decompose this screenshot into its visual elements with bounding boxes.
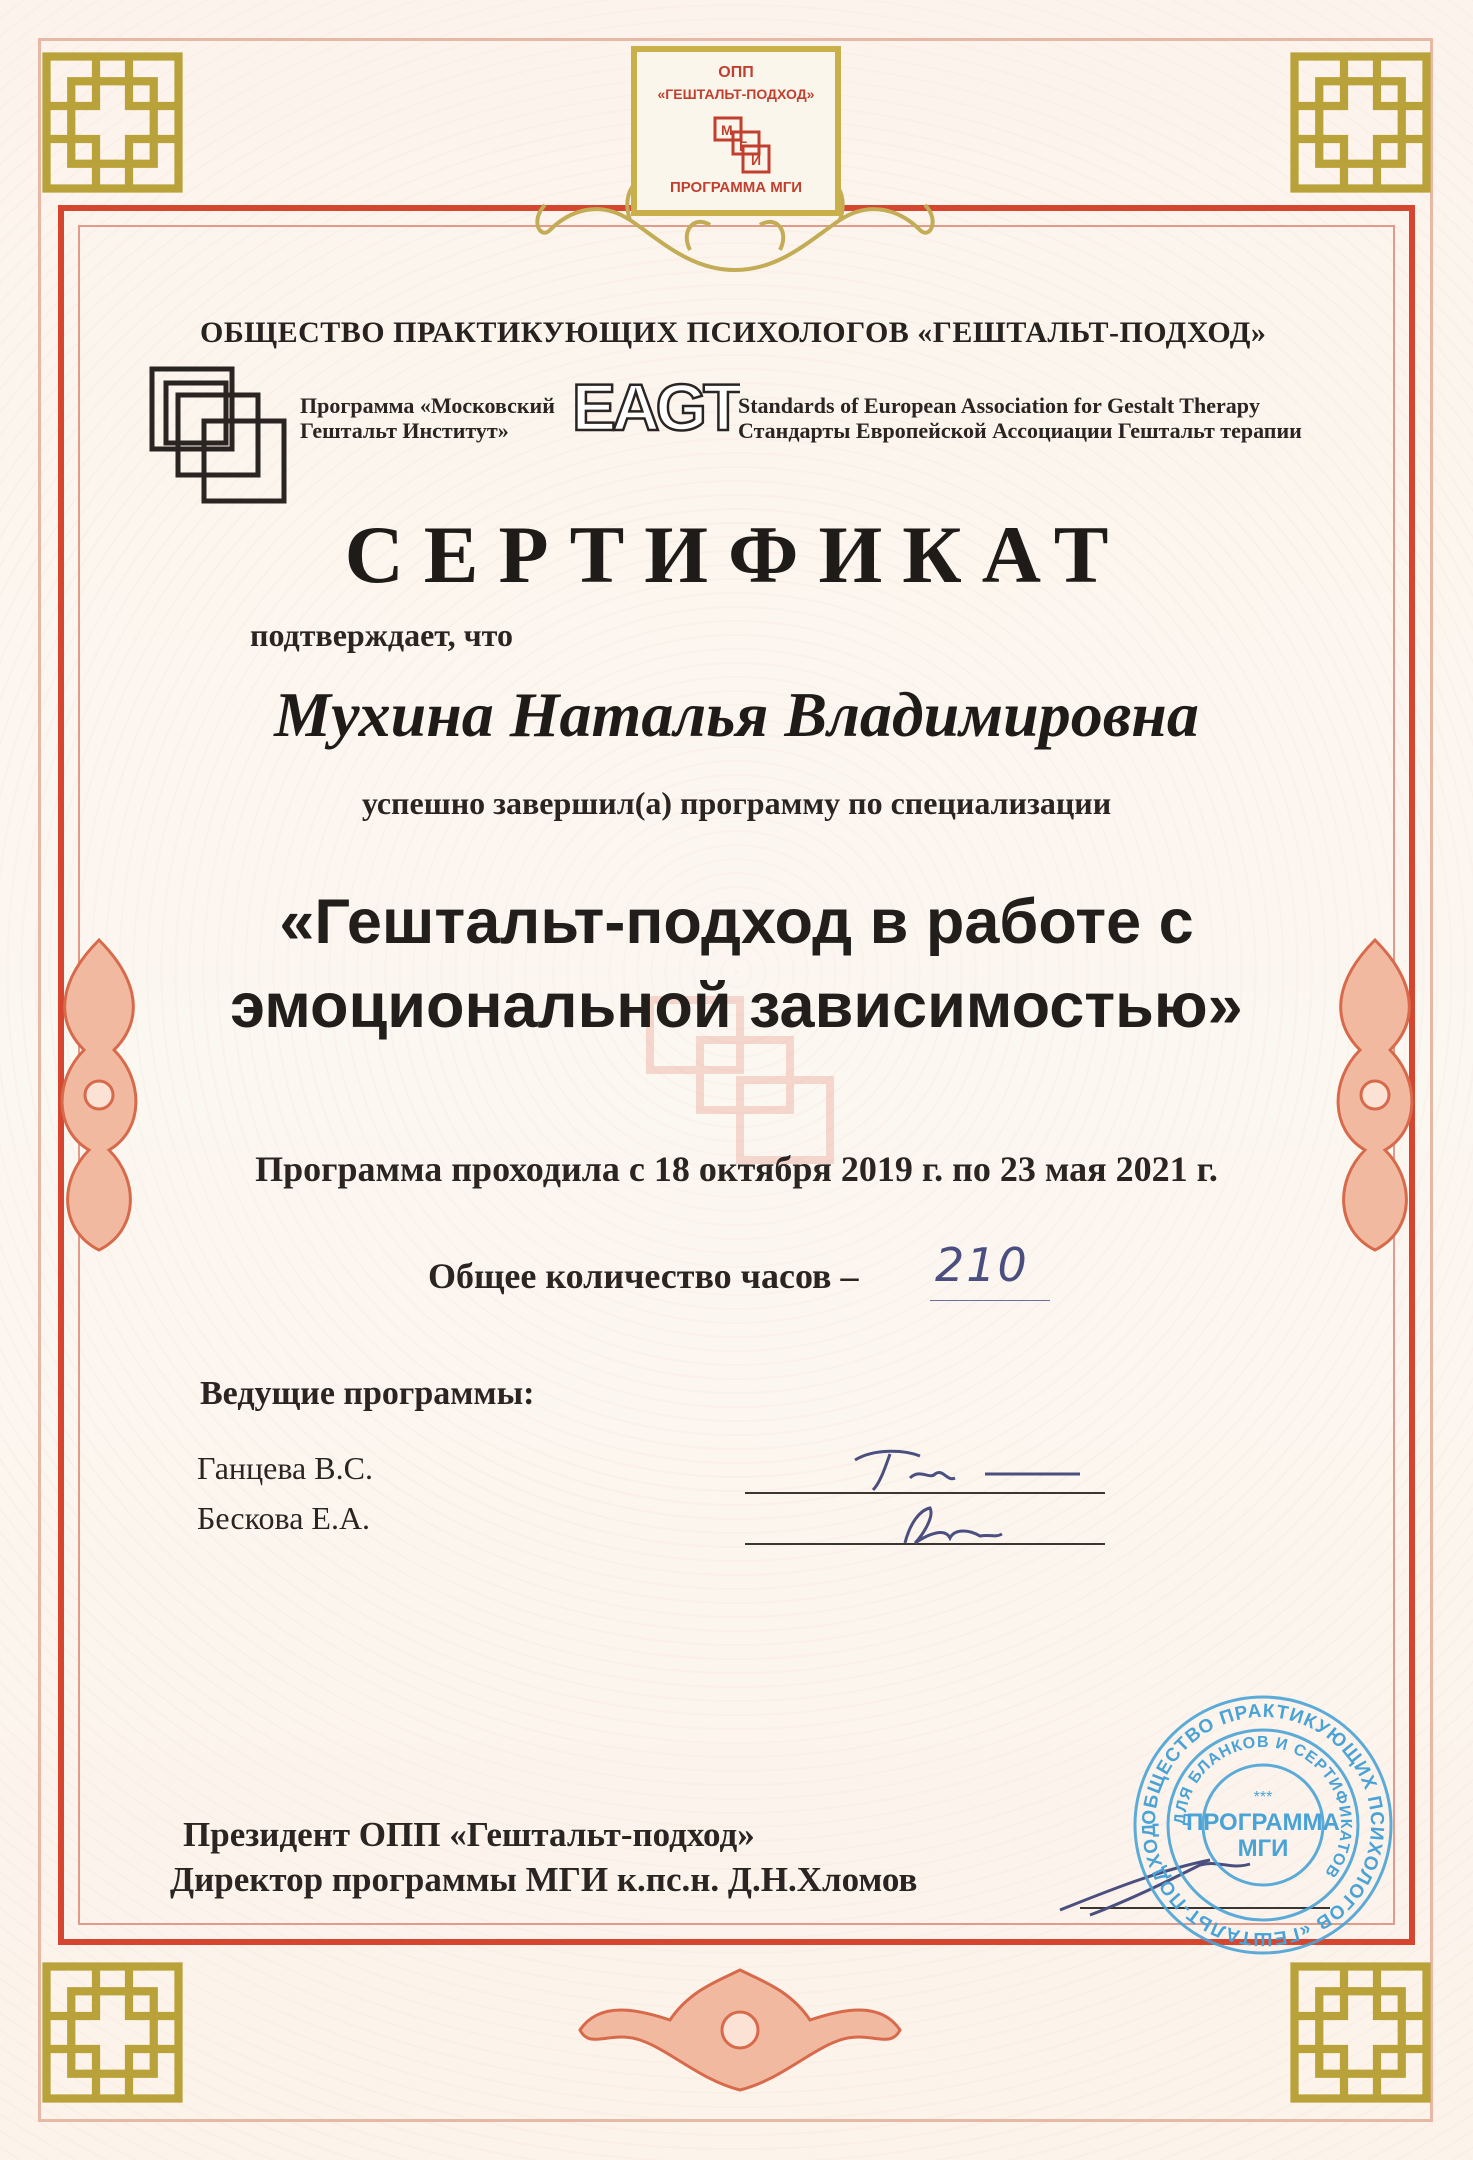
stamp-ring-text: ОБЩЕСТВО ПРАКТИКУЮЩИХ ПСИХОЛОГОВ «ГЕШТАЛЬТ-ПОДХОД (1138, 1700, 1388, 1950)
eagt-logo (570, 372, 740, 440)
badge-letter: И (751, 152, 762, 168)
corner-knot-ornament (30, 1950, 195, 2115)
eagt-standards-ru: Стандарты Европейской Ассоциации Гештальт терапии (738, 418, 1302, 443)
program-title (100, 880, 1373, 1048)
president-title: Президент ОПП «Гештальт-подход» (183, 1815, 755, 1854)
leaders-heading: Ведущие программы: (200, 1375, 535, 1412)
organization-stamp (1128, 1690, 1398, 1960)
certificate-title: СЕРТИФИКАТ (344, 509, 1129, 600)
mgi-logo-icon (713, 116, 771, 174)
badge-line3: ПРОГРАММА МГИ (669, 179, 803, 196)
director-title: Директор программы МГИ к.пс.н. Д.Н.Хломов (170, 1860, 918, 1899)
recipient-name: Мухина Наталья Владимировна (274, 679, 1199, 750)
badge-letter: М (721, 122, 733, 138)
corner-knot-ornament (1278, 1950, 1443, 2115)
program-dates: Программа проходила с 18 октября 2019 г. по 23 мая 2021 г. (255, 1149, 1218, 1189)
badge-line1: ОПП (718, 64, 754, 81)
stamp-center-line1: ПРОГРАММА (1186, 1809, 1340, 1836)
signature-mark (890, 1498, 1010, 1553)
bottom-acanthus-ornament (560, 1960, 920, 2100)
eagt-standards-en: Standards of European Association for Gestalt Therapy (738, 393, 1260, 418)
hours-underline (930, 1300, 1050, 1301)
mgi-squares-logo-icon (148, 365, 288, 505)
opp-mgi-badge (631, 46, 841, 216)
completed-text: успешно завершил(а) программу по специализации (361, 785, 1112, 821)
corner-knot-ornament (30, 40, 195, 205)
signature-mark (835, 1438, 1095, 1498)
stamp-center-line2: МГИ (1237, 1835, 1289, 1862)
confirms-text: подтверждает, что (250, 617, 513, 653)
program-title-line1: «Гештальт-подход в работе с (279, 887, 1194, 957)
eagt-logo-text: EAGT (572, 372, 740, 440)
hours-value: 210 (935, 1238, 1029, 1292)
program-title-line2: эмоциональной зависимостью» (230, 971, 1243, 1041)
hours-label: Общее количество часов – (428, 1256, 859, 1296)
leader-name: Ганцева В.С. (197, 1450, 373, 1486)
badge-letter: Г (739, 138, 747, 154)
program-name-line1: Программа «Московский (300, 393, 555, 418)
badge-line2: «ГЕШТАЛЬТ-ПОДХОД» (657, 86, 815, 102)
leader-name: Бескова Е.А. (197, 1500, 371, 1536)
society-name: ОБЩЕСТВО ПРАКТИКУЮЩИХ ПСИХОЛОГОВ «ГЕШТАЛЬТ-ПОДХОД» (200, 316, 1267, 349)
stamp-stars: *** (1253, 1789, 1273, 1806)
stamp-inner-text: ДЛЯ БЛАНКОВ И СЕРТИФИКАТОВ (1171, 1733, 1355, 1882)
corner-knot-ornament (1278, 40, 1443, 205)
program-name-line2: Гештальт Институт» (300, 418, 509, 443)
